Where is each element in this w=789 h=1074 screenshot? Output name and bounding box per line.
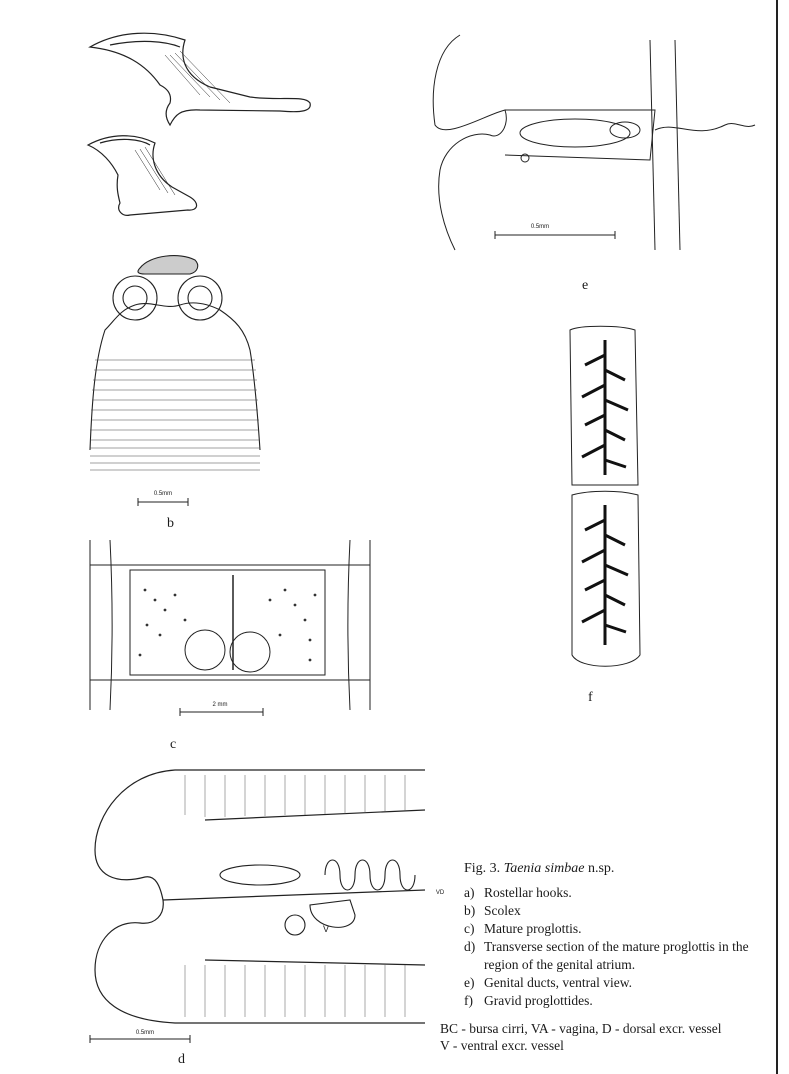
panel-e-genital-ducts	[425, 30, 765, 255]
panel-label-d: d	[178, 1052, 185, 1067]
caption-legend-list	[440, 884, 785, 1010]
scale-bar-c: 2 mm	[212, 702, 228, 708]
scale-bar-d: 0.5mm	[135, 1030, 155, 1036]
panel-label-b: b	[167, 516, 174, 531]
label-v: V	[322, 924, 329, 934]
caption-suffix: n.sp.	[587, 861, 615, 876]
panel-c-mature-proglottis	[85, 540, 375, 725]
legend-item: b) Scolex	[464, 903, 521, 918]
panel-f-gravid-proglottides	[560, 325, 650, 675]
caption-species: Taenia simbae	[503, 861, 585, 876]
panel-label-c: c	[170, 737, 177, 752]
panel-label-f: f	[588, 690, 593, 705]
mature-proglottis-drawing	[85, 540, 375, 725]
figure-caption	[440, 860, 785, 1054]
panel-d-transverse-section	[85, 765, 425, 1050]
page-edge-divider	[776, 0, 778, 1074]
panel-label-e: e	[582, 278, 589, 293]
label-vd: VD	[435, 890, 445, 896]
panel-a-rostellar-hooks	[80, 25, 330, 225]
genital-ducts-drawing	[425, 30, 765, 255]
transverse-section-drawing	[85, 765, 425, 1050]
caption-fig-number: Fig. 3.	[464, 861, 501, 876]
panel-b-scolex	[80, 250, 330, 510]
gravid-proglottides-drawing	[560, 325, 650, 675]
legend-item: d) Transverse section of the mature proglottis in the region of the genital atrium.	[464, 939, 749, 972]
caption-title	[464, 860, 785, 878]
abbreviations-line-2: V - ventral excr. vessel	[440, 1038, 564, 1053]
legend-item: f) Gravid proglottides.	[464, 993, 593, 1008]
caption-abbreviations	[440, 1020, 785, 1054]
scale-bar-b: 0.5mm	[153, 491, 173, 497]
legend-item: c) Mature proglottis.	[464, 921, 582, 936]
rostellar-hooks-drawing	[80, 25, 330, 225]
legend-item: a) Rostellar hooks.	[464, 885, 572, 900]
abbreviations-line-1: BC - bursa cirri, VA - vagina, D - dorsal excr. vessel	[440, 1021, 722, 1036]
scale-bar-e: 0.5mm	[530, 224, 550, 230]
scolex-drawing	[80, 250, 330, 510]
legend-item: e) Genital ducts, ventral view.	[464, 975, 632, 990]
